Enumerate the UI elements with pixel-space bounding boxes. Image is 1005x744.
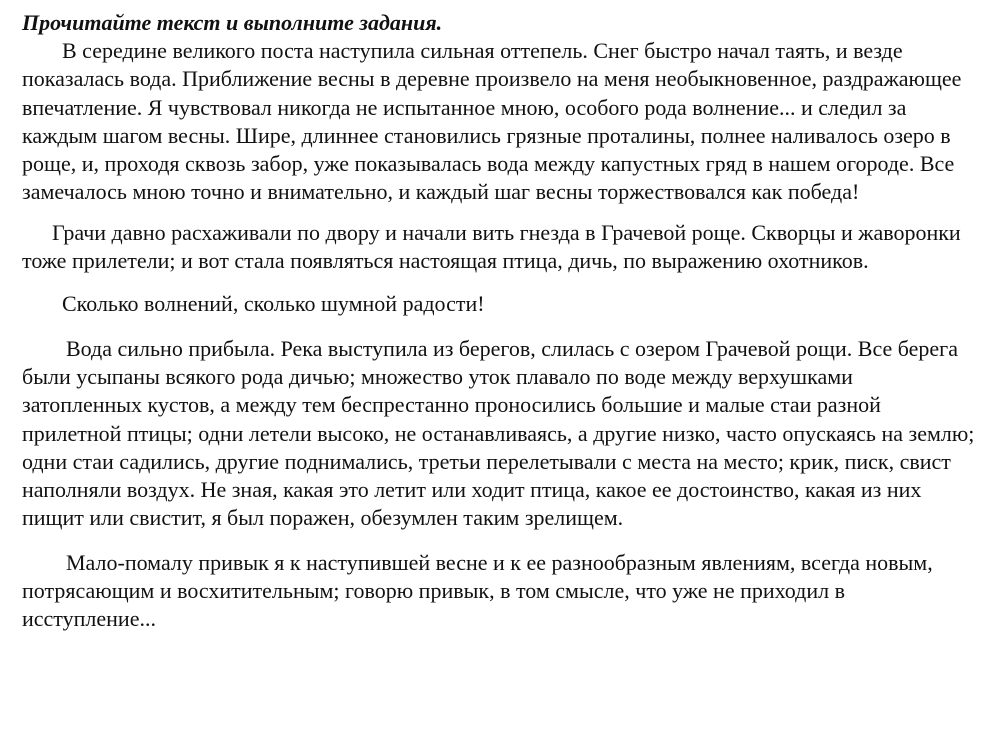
- paragraph-1: В середине великого поста наступила сильная оттепель. Снег быстро начал таять, и везде показалась вода. Приближение весны в деревне произвело на меня необыкновенное, раздражающее впечатление. Я чувствовал никогда не испытанное мною, особого рода волнение... и следил за каждым шагом весны. Шире, длиннее становились грязные проталины, полнее наливалось озеро в роще, и, проходя сквозь забор, уже показывалась вода между капустных гряд в нашем огороде. Все замечалось мною точно и внимательно, и каждый шаг весны торжествовался как победа!: [22, 38, 962, 205]
- paragraph-4: Вода сильно прибыла. Река выступила из берегов, слилась с озером Грачевой рощи. Все берега были усыпаны всякого рода дичью; множество уток плавало по воде между верхушками затопленных кустов, а между тем беспрестанно проносились большие и малые стаи разной прилетной птицы; одни летели высоко, не останавливаясь, а другие низко, часто опускаясь на землю; одни стаи садились, другие поднимались, третьи перелетывали с места на место; крик, писк, свист наполняли воздух. Не зная, какая это летит или ходит птица, какое ее достоинство, какая из них пищит или свистит, я был поражен, обезумлен таким зрелищем.: [22, 335, 975, 531]
- paragraph-3: Сколько волнений, сколько шумной радости!: [62, 291, 485, 317]
- document-page: [22, 9, 977, 634]
- paragraph-5: Мало-помалу привык я к наступившей весне и к ее разнообразным явлениям, всегда новым, потрясающим и восхитительным; говорю привык, в том смысле, что уже не приходил в исступление...: [22, 549, 933, 632]
- task-title: Прочитайте текст и выполните задания.: [22, 10, 443, 35]
- paragraph-2: Грачи давно расхаживали по двору и начали вить гнезда в Грачевой роще. Скворцы и жаворонки тоже прилетели; и вот стала появляться настоящая птица, дичь, по выражению охотников.: [22, 219, 961, 274]
